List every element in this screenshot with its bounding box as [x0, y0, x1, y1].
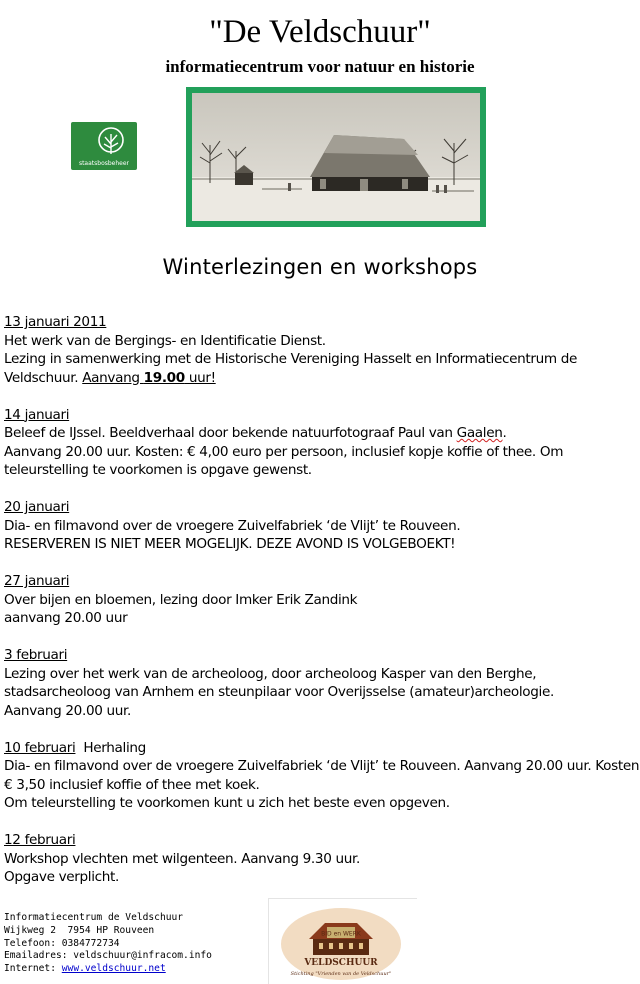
- event-date: 27 januari: [4, 573, 70, 589]
- vrienden-logo: [268, 898, 417, 984]
- event-date: 20 januari: [4, 499, 70, 515]
- event-description: Opgave verplicht.: [4, 869, 119, 885]
- address: Wijkweg 2 7954 HP Rouveen: [4, 924, 155, 936]
- event-title: Dia- en filmavond over de vroegere Zuivelfabriek ‘de Vlijt’ te Rouveen. Aanvang 20.00 uur. Kosten € 3,50 inclusief koffie of thee met koek.: [4, 758, 640, 793]
- logo-sign: BID en WERK: [321, 930, 361, 938]
- section-heading: Winterlezingen en workshops: [162, 255, 478, 279]
- event-description: aanvang 20.00 uur: [4, 610, 128, 626]
- event-date: 12 februari: [4, 832, 76, 848]
- logo-name: VELDSCHUUR: [304, 958, 378, 968]
- event-item: [4, 313, 640, 387]
- event-title: Dia- en filmavond over de vroegere Zuivelfabriek ‘de Vlijt’ te Rouveen.: [4, 517, 461, 534]
- event-item: [4, 572, 640, 628]
- event-title: Beleef de IJssel. Beeldverhaal door bekende natuurfotograaf Paul van Gaalen.: [4, 425, 507, 441]
- event-date: 14 januari: [4, 406, 70, 423]
- staatsbosbeheer-logo: [71, 122, 137, 170]
- event-list: [4, 313, 640, 905]
- logo-motto: Stichting "Vrienden van de Veldschuur": [290, 971, 392, 977]
- event-title: Workshop vlechten met wilgenteen. Aanvang 9.30 uur.: [4, 850, 360, 867]
- email: Emailadres: veldschuur@infracom.info: [4, 950, 212, 962]
- event-title: Over bijen en bloemen, lezing door Imker Erik Zandink: [4, 591, 358, 608]
- photo-frame: [186, 87, 486, 227]
- website-link[interactable]: www.veldschuur.net: [61, 963, 166, 975]
- website-row: Internet: www.veldschuur.net: [4, 963, 166, 975]
- event-description: Om teleurstelling te voorkomen kunt u zich het beste even opgeven.: [4, 795, 450, 811]
- phone: Telefoon: 0384772734: [4, 937, 120, 949]
- org-name: Informatiecentrum de Veldschuur: [4, 912, 184, 923]
- event-item: [4, 831, 640, 887]
- barn-photo: [192, 93, 480, 221]
- event-start-time: Aanvang 19.00 uur!: [82, 369, 216, 386]
- event-date: 3 februari: [4, 647, 68, 663]
- event-date: 10 februari: [4, 739, 76, 756]
- event-item: [4, 498, 640, 554]
- event-item: [4, 646, 640, 720]
- event-item: [4, 406, 640, 480]
- event-title: Het werk van de Bergings- en Identificatie Dienst.: [4, 332, 326, 349]
- event-description: RESERVEREN IS NIET MEER MOGELIJK. DEZE AVOND IS VOLGEBOEKT!: [4, 536, 456, 552]
- event-description: Aanvang 20.00 uur.: [4, 702, 132, 719]
- event-description: Lezing in samenwerking met de Historische Vereniging Hasselt en Informatiecentrum de Veldschuur. Aanvang 19.00 uur!: [4, 351, 578, 386]
- event-date: 13 januari 2011: [4, 314, 107, 330]
- page-title: "De Veldschuur": [209, 14, 431, 50]
- event-item: [4, 739, 640, 813]
- page-subtitle: informatiecentrum voor natuur en historie: [165, 57, 475, 76]
- event-title: Lezing over het werk van de archeoloog, door archeoloog Kasper van den Berghe, stadsarcheoloog van Arnhem en steunpilaar voor Overijsselse (amateur)archeologie.: [4, 665, 554, 700]
- contact-info: [4, 912, 304, 976]
- event-description: Aanvang 20.00 uur. Kosten: € 4,00 euro per persoon, inclusief kopje koffie of thee. Om teleurstelling te voorkomen is opgave gewenst.: [4, 443, 564, 478]
- spellcheck-word: Gaalen: [456, 425, 503, 441]
- event-date-row: [4, 739, 640, 758]
- logo-text: staatsbosbeheer: [78, 160, 130, 167]
- event-date-note: Herhaling: [75, 739, 146, 756]
